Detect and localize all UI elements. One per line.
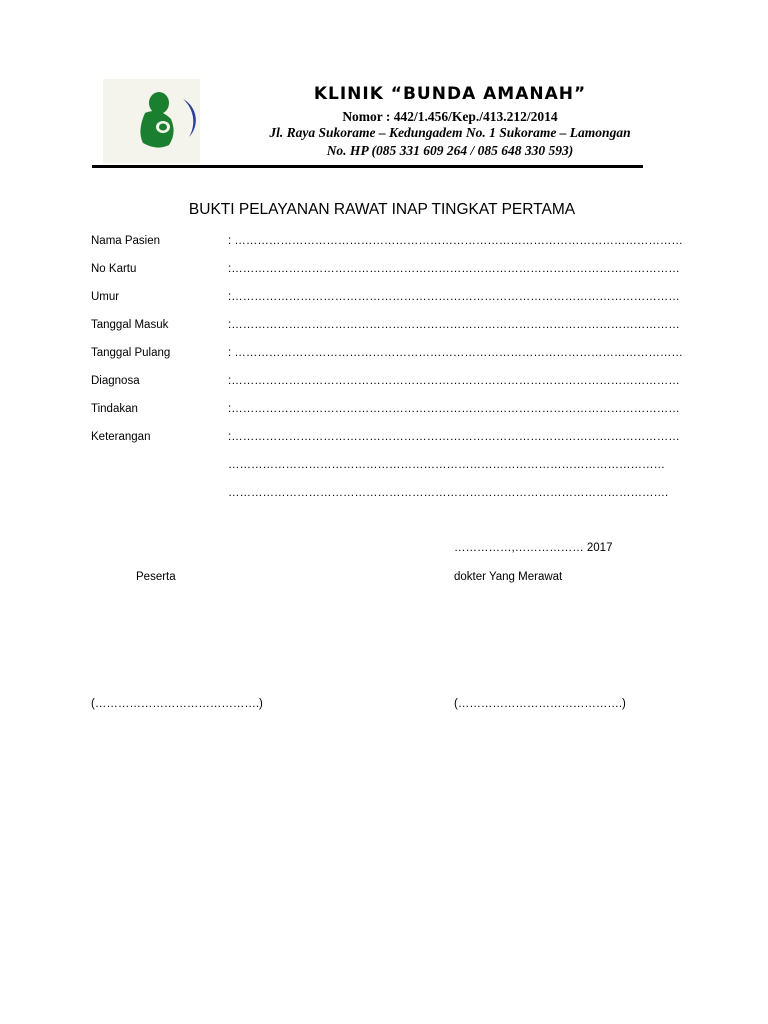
clinic-phone: No. HP (085 331 609 264 / 085 648 330 593) [326,143,574,158]
keterangan-continuation-line: …………………………………………………………………………………………………… [228,459,665,471]
field-blank: : ……………………………………………………………………………………………………… [228,347,683,359]
field-blank: :……………………………………………………………………………………………………… [228,431,680,443]
signature-line-dokter: (…………………………………….) [454,698,626,710]
field-keterangan [91,431,680,449]
field-label: No Kartu [91,263,137,275]
field-blank: :……………………………………………………………………………………………………… [228,263,680,275]
field-label: Nama Pasien [91,235,161,247]
document-title: BUKTI PELAYANAN RAWAT INAP TINGKAT PERTAMA [188,201,576,218]
signature-role-peserta: Peserta [136,571,176,583]
field-blank: :……………………………………………………………………………………………………… [228,319,680,331]
field-nama-pasien [91,235,683,253]
field-label: Umur [91,291,120,303]
field-tindakan [91,403,680,421]
field-label: Tanggal Pulang [91,347,171,359]
field-label: Tanggal Masuk [91,319,169,331]
field-blank: :……………………………………………………………………………………………………… [228,375,680,387]
field-no-kartu [91,263,680,281]
field-blank: : ……………………………………………………………………………………………………… [228,235,683,247]
field-label: Keterangan [91,431,151,443]
field-tanggal-masuk [91,319,680,337]
signature-line-peserta: (…………………………………….) [91,698,263,710]
field-label: Tindakan [91,403,138,415]
field-blank: :……………………………………………………………………………………………………… [228,403,680,415]
clinic-logo [103,79,200,163]
date-line: ……………,……………… 2017 [454,542,613,554]
registration-number: Nomor : 442/1.456/Kep./413.212/2014 [342,109,558,124]
clinic-address: Jl. Raya Sukorame – Kedungadem No. 1 Sukorame – Lamongan [269,125,631,140]
field-tanggal-pulang [91,347,683,365]
header-divider [92,165,643,168]
clinic-name: KLINIK “BUNDA AMANAH” [313,84,587,104]
field-diagnosa [91,375,680,393]
field-blank: :……………………………………………………………………………………………………… [228,291,680,303]
field-label: Diagnosa [91,375,140,387]
keterangan-continuation-line: ……………………………………………………………………………………………………. [228,487,669,499]
mother-and-child-logo-icon [103,79,200,163]
field-umur [91,291,680,309]
signature-role-dokter: dokter Yang Merawat [454,571,563,583]
